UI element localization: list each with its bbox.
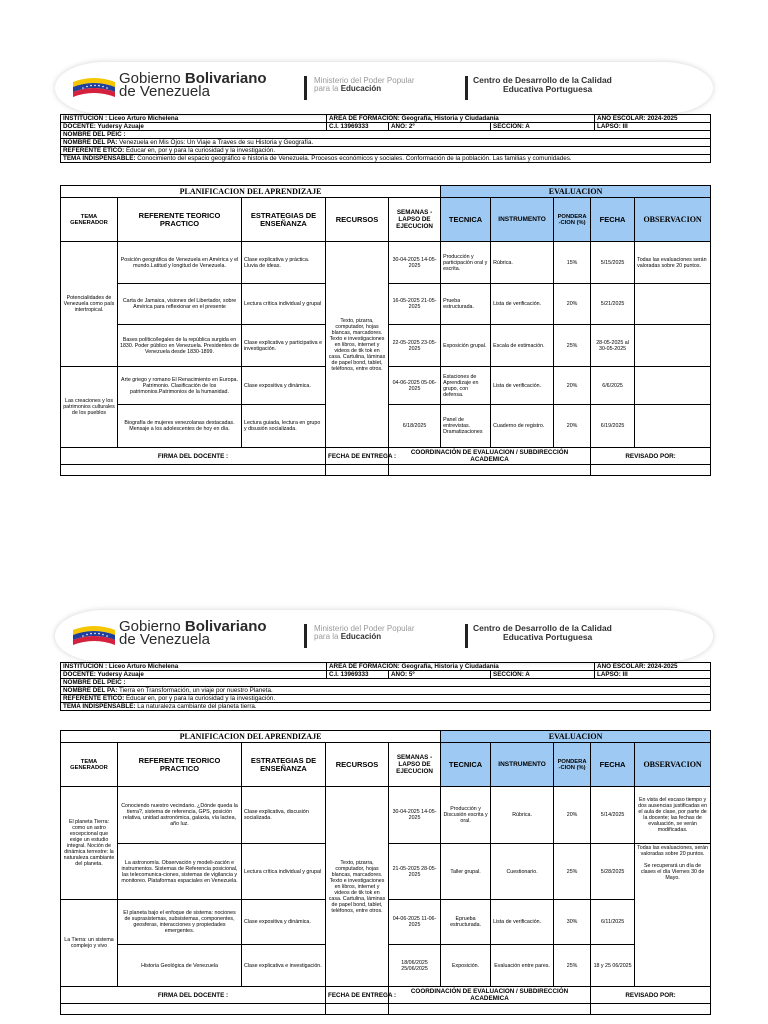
col-semanas: SEMANAS - LAPSO DE EJECUCION: [389, 198, 441, 242]
centro-line2: Educativa Portuguesa: [503, 84, 593, 94]
tecnica-cell: Producción y Discusión escrita y oral.: [441, 787, 491, 844]
observacion-note: Se recuperará un día de clases el día Viernes 30 de Mayo.: [640, 863, 705, 881]
estrategia-cell: Clase explicativa e investigación.: [242, 945, 326, 987]
lapso: LAPSO: III: [595, 123, 711, 131]
estrategia-cell: Clase explicativa y práctica. Lluvia de ideas.: [242, 242, 326, 284]
col-observacion: OBSERVACION: [635, 198, 711, 242]
instrumento-cell: Cuestionario.: [491, 844, 554, 900]
seccion: SECCION: A: [491, 671, 595, 679]
instrumento-cell: Lista de verificación.: [491, 367, 554, 405]
venezuela-flag-icon: [71, 624, 117, 650]
col-tema-generador: TEMA GENERADOR: [61, 743, 118, 787]
anio-escolar: AÑO ESCOLAR: 2024-2025: [595, 663, 711, 671]
referente-cell: Arte griego y romano El Renacimiento en Europa. Patrimonio. Clasificación de los patrimonios.Patrimonios de la humanidad.: [118, 367, 242, 405]
pa-row: NOMBRE DEL PA: Venezuela en Mis Ojos: Un Viaje a Traves de su Historia y Geografía.: [61, 139, 711, 147]
header-divider: [465, 624, 468, 648]
signature-row: [61, 448, 711, 465]
col-tema-generador: TEMA GENERADOR: [61, 198, 118, 242]
semanas-cell: 30-04-2025 14-05-2025: [389, 242, 441, 284]
tecnica-cell: Taller grupal.: [441, 844, 491, 900]
cedula: C.I. 13969333: [327, 123, 389, 131]
instrumento-cell: Lista de verificación.: [491, 900, 554, 945]
table-row: [61, 787, 711, 844]
tema-generador-cell: La Tierra: un sistema complejo y vivo: [61, 900, 118, 987]
anio-escolar: AÑO ESCOLAR: 2024-2025: [595, 115, 711, 123]
tema-indispensable-row: TEMA INDISPENSABLE: La naturaleza cambiante del planeta tierra.: [61, 703, 711, 711]
observacion-cell: [635, 284, 711, 325]
estrategia-cell: Lectura guiada, lectura en grupo y disusión socializada.: [242, 405, 326, 448]
ministerio-line1: Ministerio del Poder Popular: [314, 624, 415, 633]
docente: DOCENTE: Yudersy Azuaje: [61, 123, 327, 131]
fecha-cell: 5/21/2025: [591, 284, 635, 325]
ponderacion-cell: 15%: [554, 242, 591, 284]
centro-line2: Educativa Portuguesa: [503, 632, 593, 642]
col-referente-teorico: REFERENTE TEORICO PRACTICO: [118, 743, 242, 787]
government-header: [55, 610, 713, 662]
col-referente-teorico: REFERENTE TEORICO PRACTICO: [118, 198, 242, 242]
observacion-cell: [635, 325, 711, 367]
ministerio-line2: para la Educación: [314, 632, 382, 641]
referente-cell: Bases político/legales de la república surgida en 1830. Poder público en Venezuela. Presidentes de Venezuela desde 1830-1899.: [118, 325, 242, 367]
firma-docente: FIRMA DEL DOCENTE :: [61, 448, 326, 465]
lapso: LAPSO: III: [595, 671, 711, 679]
evaluacion-header: EVALUACION: [441, 186, 711, 198]
semanas-cell: 18/06/2025 25/06/2025: [389, 945, 441, 987]
firma-blank: [61, 1004, 326, 1015]
col-observacion: OBSERVACION: [635, 743, 711, 787]
col-recursos: RECURSOS: [326, 743, 389, 787]
peic: NOMBRE DEL PEIC :: [61, 131, 711, 139]
centro-line1: Centro de Desarrollo de la Calidad: [473, 75, 612, 85]
semanas-cell: 22-05-2025 23-05-2025: [389, 325, 441, 367]
ponderacion-cell: 20%: [554, 284, 591, 325]
planificacion-header: PLANIFICACION DEL APRENDIZAJE: [61, 186, 441, 198]
signature-row: [61, 987, 711, 1004]
planificacion-header: PLANIFICACION DEL APRENDIZAJE: [61, 731, 441, 743]
fecha-cell: 5/28/2025: [591, 844, 635, 900]
ponderacion-cell: 20%: [554, 787, 591, 844]
ponderacion-cell: 20%: [554, 405, 591, 448]
col-fecha: FECHA: [591, 198, 635, 242]
info-table: [60, 114, 711, 163]
estrategia-cell: Clase expositiva y dinámica.: [242, 900, 326, 945]
fecha-cell: 5/15/2025: [591, 242, 635, 284]
revisado-blank: [591, 1004, 711, 1015]
col-tecnica: TECNICA: [441, 198, 491, 242]
evaluacion-header: EVALUACION: [441, 731, 711, 743]
cedula: C.I. 13969333: [327, 671, 389, 679]
ministerio-line2: para la Educación: [314, 84, 382, 93]
table-row: [61, 242, 711, 284]
fecha-cell: 5/14/2025: [591, 787, 635, 844]
ministerio-line1: Ministerio del Poder Popular: [314, 76, 415, 85]
col-instrumento: INSTRUMENTO: [491, 198, 554, 242]
tecnica-cell: Exposición.: [441, 945, 491, 987]
government-header: [55, 62, 713, 114]
referente-cell: El planeta bajo el enfoque de sistema: nociones de suprasistemas, subsistemas, componentes, geosferas, interacciones y propiedades emergentes.: [118, 900, 242, 945]
estrategia-cell: Clase explicativa y participativa e investigación.: [242, 325, 326, 367]
header-divider: [304, 76, 307, 100]
instrumento-cell: Evaluación entre pares.: [491, 945, 554, 987]
firma-docente: FIRMA DEL DOCENTE :: [61, 987, 326, 1004]
signature-blank-row: [61, 1004, 711, 1015]
estrategia-cell: Lectura crítica individual y grupal: [242, 284, 326, 325]
instrumento-cell: Escala de estimación.: [491, 325, 554, 367]
tecnica-cell: Prueba estructurada.: [441, 284, 491, 325]
tecnica-cell: Estaciones de Aprendizaje en grupo, con defensa.: [441, 367, 491, 405]
docente: DOCENTE: Yudersy Azuaje: [61, 671, 327, 679]
tecnica-cell: Exposición grupal.: [441, 325, 491, 367]
revisado-blank: [591, 465, 711, 476]
col-recursos: RECURSOS: [326, 198, 389, 242]
tema-generador-cell: El planeta Tierra: como un astro excepcional que exige un estudio integral. Noción de dinámica terrestre: la naturaleza cambiante del planeta.: [61, 787, 118, 900]
peic: NOMBRE DEL PEIC :: [61, 679, 711, 687]
area-formacion: AREA DE FORMACION: Geografía, Historia y Ciudadanía: [327, 663, 595, 671]
anio: AÑO: 2º: [389, 123, 491, 131]
referente-cell: Conociendo nuestro vecindario. ¿Dónde queda la tierra?, sistema de referencia, GPS, posición relativa, unidad astronómica, galaxia, vía lactea, año luz.: [118, 787, 242, 844]
observacion-cell: En vista del escaso tiempo y dos ausencias justificadas en el aula de clase, por parte de la docente; las fechas de evaluación, se verán modificadas.: [635, 787, 711, 844]
tecnica-cell: Panel de entrevistas. Dramatizaciones: [441, 405, 491, 448]
gobierno-subtitle: de Venezuela: [119, 631, 210, 648]
ponderacion-cell: 25%: [554, 844, 591, 900]
ponderacion-cell: 25%: [554, 325, 591, 367]
col-ponderacion: PONDERA -CION (%): [554, 743, 591, 787]
observacion-cell: [635, 367, 711, 405]
instrumento-cell: Rúbrica.: [491, 787, 554, 844]
tecnica-cell: Eprueba estructurada.: [441, 900, 491, 945]
semanas-cell: 21-05-2025 28-05-2025: [389, 844, 441, 900]
recursos-cell: Texto, pizarra, computador, hojas blancas, marcadores. Texto e investigaciones en libros, internet y videos de tik tok en casa. Cartulina, láminas de papel bond, tablet, teléfonos, entre otros.: [326, 787, 389, 987]
revisado-por: REVISADO POR:: [591, 448, 711, 465]
coordinacion: COORDINACIÓN DE EVALUACION / SUBDIRECCIÓN ACADEMICA: [389, 987, 591, 1004]
instrumento-cell: Cuaderno de registro.: [491, 405, 554, 448]
coordinacion-blank: [389, 1004, 591, 1015]
pa-row: NOMBRE DEL PA: Tierra en Transformación, un viaje por nuestro Planeta.: [61, 687, 711, 695]
gobierno-title: Gobierno Bolivariano: [119, 618, 267, 635]
semanas-cell: 30-04-2025 14-05-2025: [389, 787, 441, 844]
col-estrategias: ESTRATEGIAS DE ENSEÑANZA: [242, 198, 326, 242]
instrumento-cell: Rúbrica.: [491, 242, 554, 284]
col-semanas: SEMANAS - LAPSO DE EJECUCION: [389, 743, 441, 787]
tema-indispensable-row: TEMA INDISPENSABLE: Conocimiento del espacio geográfico e historia de Venezuela. Procesos económicos y sociales. Conformación de la población. Las familias y comunidades.: [61, 155, 711, 163]
fecha-cell: 18 y 25 06/2025: [591, 945, 635, 987]
observacion-cell: [635, 844, 711, 987]
centro-line1: Centro de Desarrollo de la Calidad: [473, 623, 612, 633]
semanas-cell: 04-06-2025 05-06-2025: [389, 367, 441, 405]
fecha-cell: 28-05-2025 al 30-05-2025: [591, 325, 635, 367]
estrategia-cell: Clase explicativa, discusión socializada.: [242, 787, 326, 844]
tema-generador-cell: Las creaciones y los patrimonios culturales de los pueblos: [61, 367, 118, 448]
coordinacion: COORDINACIÓN DE EVALUACION / SUBDIRECCIÓN ACADEMICA: [389, 448, 591, 465]
fecha-entrega: FECHA DE ENTREGA :: [326, 987, 389, 1004]
signature-blank-row: [61, 465, 711, 476]
institucion: INSTITUCION : Liceo Arturo Michelena: [61, 115, 327, 123]
header-divider: [304, 624, 307, 648]
referente-cell: Carta de Jamaica, visiones del Libertador, sobre América para reflexionar en el presente: [118, 284, 242, 325]
referente-cell: Posición geográfica de Venezuela en América y el mundo.Latitud y longitud de Venezuela.: [118, 242, 242, 284]
anio: AÑO: 5º: [389, 671, 491, 679]
revisado-por: REVISADO POR:: [591, 987, 711, 1004]
instrumento-cell: Lista de verificación.: [491, 284, 554, 325]
tecnica-cell: Producción y participación oral y escrita.: [441, 242, 491, 284]
gobierno-title: Gobierno Bolivariano: [119, 70, 267, 87]
venezuela-flag-icon: [71, 76, 117, 102]
referente-cell: La astronomía. Observación y modeli-zación e instrumentos. Sistemas de Referencia posicional, las telecomunica-ciones, sistemas de vigilancia y monitoreo. Plataformas espaciales en Venezuela.: [118, 844, 242, 900]
fecha-cell: 6/11/2025: [591, 900, 635, 945]
ponderacion-cell: 30%: [554, 900, 591, 945]
tema-generador-cell: Potencialidades de Venezuela como país intertropical.: [61, 242, 118, 367]
planning-table: [60, 730, 711, 1015]
observacion-cell: [635, 405, 711, 448]
referente-etico-row: REFERENTE ETICO: Educar en, por y para la curiosidad y la investigación.: [61, 147, 711, 155]
estrategia-cell: Clase expositiva y dinámica.: [242, 367, 326, 405]
referente-etico-row: REFERENTE ETICO: Educar en, por y para la curiosidad y la investigación.: [61, 695, 711, 703]
ponderacion-cell: 25%: [554, 945, 591, 987]
planning-sheet-2: [0, 610, 768, 1002]
observacion-note: Todas las evaluaciones, serán valoradas sobre 20 puntos.: [637, 845, 709, 857]
observacion-cell: Todas las evaluaciones serán valoradas sobre 20 puntos.: [635, 242, 711, 284]
gobierno-subtitle: de Venezuela: [119, 83, 210, 100]
referente-cell: Biografía de mujeres venezolanas destacadas. Mensaje a los adolescentes de hoy en día.: [118, 405, 242, 448]
coordinacion-blank: [389, 465, 591, 476]
col-ponderacion: PONDERA -CION (%): [554, 198, 591, 242]
fecha-cell: 6/6/2025: [591, 367, 635, 405]
col-tecnica: TECNICA: [441, 743, 491, 787]
planning-table: [60, 185, 711, 476]
fecha-entrega: FECHA DE ENTREGA :: [326, 448, 389, 465]
info-table: [60, 662, 711, 711]
firma-blank: [61, 465, 326, 476]
col-fecha: FECHA: [591, 743, 635, 787]
recursos-cell: Texto, pizarra, computador, hojas blancas, marcadores. Texto e investigaciones en libros, internet y videos de tik tok en casa. Cartulina, láminas de papel bond, tablet, teléfonos, entre otros.: [326, 242, 389, 448]
header-divider: [465, 76, 468, 100]
semanas-cell: 6/18/2025: [389, 405, 441, 448]
col-estrategias: ESTRATEGIAS DE ENSEÑANZA: [242, 743, 326, 787]
ponderacion-cell: 20%: [554, 367, 591, 405]
semanas-cell: 16-05-2025 21-05-2025: [389, 284, 441, 325]
institucion: INSTITUCION : Liceo Arturo Michelena: [61, 663, 327, 671]
fecha-blank: [326, 1004, 389, 1015]
seccion: SECCION: A: [491, 123, 595, 131]
referente-cell: Historia Geológica de Venezuela: [118, 945, 242, 987]
fecha-blank: [326, 465, 389, 476]
col-instrumento: INSTRUMENTO: [491, 743, 554, 787]
planning-sheet-1: [0, 62, 768, 463]
fecha-cell: 6/19/2025: [591, 405, 635, 448]
area-formacion: AREA DE FORMACION: Geografía, Historia y Ciudadanía: [327, 115, 595, 123]
estrategia-cell: Lectura crítica individual y grupal: [242, 844, 326, 900]
semanas-cell: 04-06-2025 11-06-2025: [389, 900, 441, 945]
